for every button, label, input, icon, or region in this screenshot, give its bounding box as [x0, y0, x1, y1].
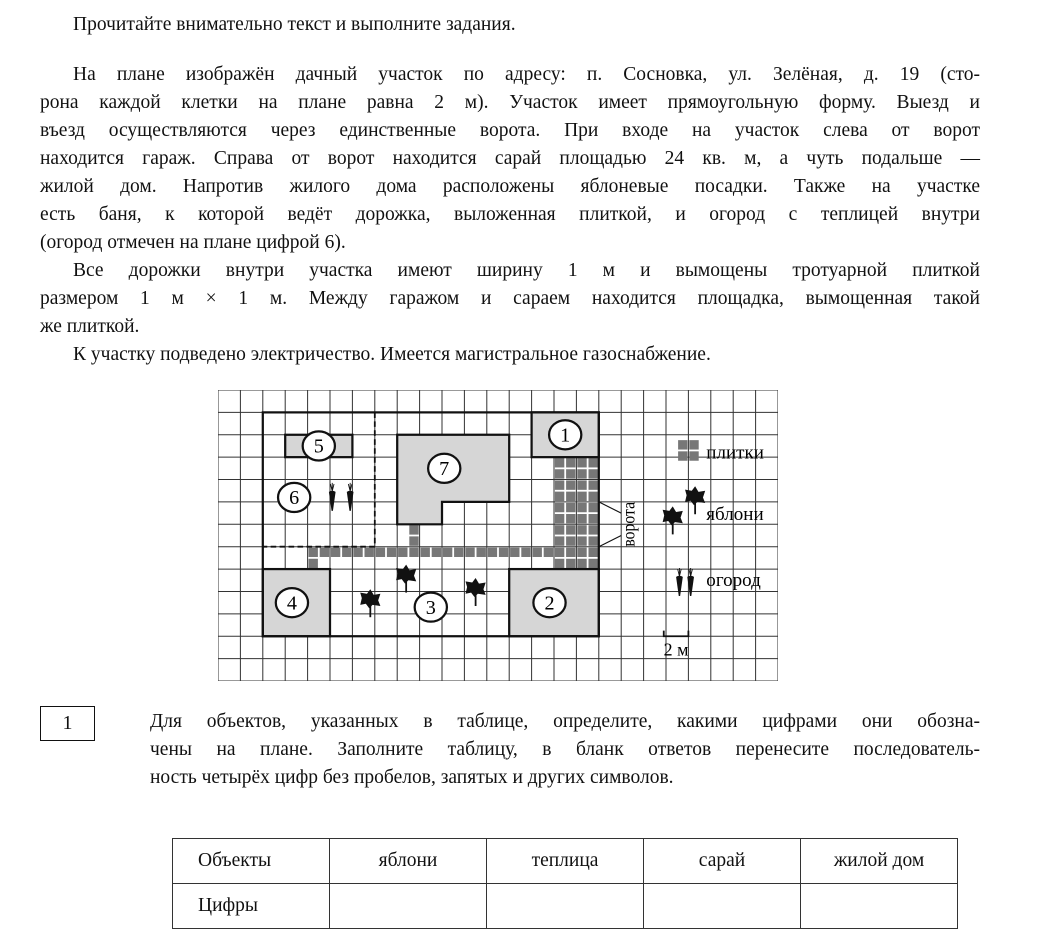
table-header-cell: теплица: [487, 839, 644, 884]
answer-cell[interactable]: [487, 884, 644, 929]
tile: [588, 492, 597, 501]
paragraph-3: К участку подведено электричество. Имеется магистральное газоснабжение.: [73, 344, 711, 365]
tile: [555, 503, 564, 512]
legend-apple-trees-label: [706, 504, 763, 525]
tile: [555, 480, 564, 489]
tile: [465, 548, 474, 557]
tile: [364, 548, 373, 557]
tile: [555, 548, 564, 557]
tile: [566, 492, 575, 501]
tile: [555, 559, 564, 568]
tile: [588, 536, 597, 545]
answer-cell[interactable]: [644, 884, 801, 929]
tile: [577, 492, 586, 501]
table-header-cell: жилой дом: [801, 839, 958, 884]
task-number: 1: [40, 706, 95, 741]
tile: [577, 480, 586, 489]
tile: [409, 548, 418, 557]
scale-bar: [664, 631, 689, 637]
site-plan: [218, 390, 778, 681]
tile: [353, 548, 362, 557]
text-line: размером 1 м × 1 м. Между гаражом и сараем находится площадка, вымощенная такой: [40, 288, 980, 309]
task-text-line: ность четырёх цифр без пробелов, запятых и других символов.: [150, 767, 674, 788]
task-text-line: Для объектов, указанных в таблице, определите, какими цифрами они обозна-: [150, 711, 980, 732]
tile: [588, 458, 597, 467]
tile: [566, 525, 575, 534]
tile: [555, 536, 564, 545]
text-line: (огород отмечен на плане цифрой 6).: [40, 232, 346, 253]
text-line: же плиткой.: [40, 316, 140, 337]
text-line: На плане изображён дачный участок по адресу: п. Сосновка, ул. Зелёная, д. 19 (сто-: [73, 64, 980, 85]
legend-tiles-label: [706, 442, 764, 463]
tile: [588, 480, 597, 489]
text-line: жилой дом. Напротив жилого дома расположены яблоневые посадки. Также на участке: [40, 176, 980, 197]
tile: [588, 548, 597, 557]
legend-garden-label: [706, 570, 761, 591]
tile: [555, 525, 564, 534]
label-5: [314, 436, 324, 458]
tile: [566, 469, 575, 478]
tile: [521, 548, 530, 557]
tile: [510, 548, 519, 557]
tile: [376, 548, 385, 557]
tile: [566, 503, 575, 512]
tile: [678, 451, 687, 460]
tile: [555, 458, 564, 467]
tile: [308, 548, 317, 557]
intro-text: Прочитайте внимательно текст и выполните задания.: [73, 14, 516, 35]
text-line: есть баня, к которой ведёт дорожка, выложенная плиткой, и огород с теплицей внутри: [40, 204, 980, 225]
table-row-objects: [173, 839, 958, 884]
tile: [577, 514, 586, 523]
tile: [398, 548, 407, 557]
tile: [577, 548, 586, 557]
tile: [577, 525, 586, 534]
tile: [566, 458, 575, 467]
label-6: [289, 487, 299, 509]
tile: [420, 548, 429, 557]
gate-label: [619, 501, 639, 546]
tile: [689, 440, 698, 449]
tile: [476, 548, 485, 557]
label-2: [544, 592, 554, 614]
table-row-label: Цифры: [173, 884, 330, 929]
table-row-digits: [173, 884, 958, 929]
tile: [499, 548, 508, 557]
tile: [577, 458, 586, 467]
tile: [678, 440, 687, 449]
tile: [588, 525, 597, 534]
tile: [577, 536, 586, 545]
tile: [409, 536, 418, 545]
tile: [308, 559, 317, 568]
tile: [409, 525, 418, 534]
tile: [488, 548, 497, 557]
tile: [544, 548, 553, 557]
tile: [443, 548, 452, 557]
tile: [320, 548, 329, 557]
text-line: рона каждой клетки на плане равна 2 м). Участок имеет прямоугольную форму. Выезд и: [40, 92, 980, 113]
tile: [588, 559, 597, 568]
tile: [331, 548, 340, 557]
text-line: находится гараж. Справа от ворот находится сарай площадью 24 кв. м, а чуть подальше —: [40, 148, 980, 169]
table-header-cell: яблони: [330, 839, 487, 884]
apple-tree-icon: [360, 589, 380, 617]
apple-tree-icon: [466, 578, 486, 606]
tile: [588, 514, 597, 523]
tile: [532, 548, 541, 557]
tile: [387, 548, 396, 557]
answer-cell[interactable]: [330, 884, 487, 929]
tile: [577, 469, 586, 478]
label-3: [426, 597, 436, 619]
tile: [566, 514, 575, 523]
task-text-line: чены на плане. Заполните таблицу, в бланк ответов перенесите последователь-: [150, 739, 980, 760]
tile: [566, 536, 575, 545]
tile: [555, 469, 564, 478]
tile: [588, 503, 597, 512]
label-4: [287, 592, 297, 614]
scale-label: [664, 639, 689, 659]
tile: [342, 548, 351, 557]
tile: [432, 548, 441, 557]
label-7: [439, 458, 449, 480]
legend: [664, 440, 764, 659]
tile: [689, 451, 698, 460]
text-line: въезд осуществляются через единственные ворота. При входе на участок слева от ворот: [40, 120, 980, 141]
tile: [555, 514, 564, 523]
label-1: [560, 424, 570, 446]
tile: [566, 548, 575, 557]
tile: [577, 503, 586, 512]
text-line: Все дорожки внутри участка имеют ширину 1 м и вымощены тротуарной плиткой: [73, 260, 980, 281]
tile: [577, 559, 586, 568]
table-header-cell: Объекты: [173, 839, 330, 884]
answer-cell[interactable]: [801, 884, 958, 929]
table-header-cell: сарай: [644, 839, 801, 884]
tile: [454, 548, 463, 557]
tile: [566, 480, 575, 489]
tile: [566, 559, 575, 568]
tile: [588, 469, 597, 478]
answer-table: [172, 838, 958, 929]
tile: [555, 492, 564, 501]
